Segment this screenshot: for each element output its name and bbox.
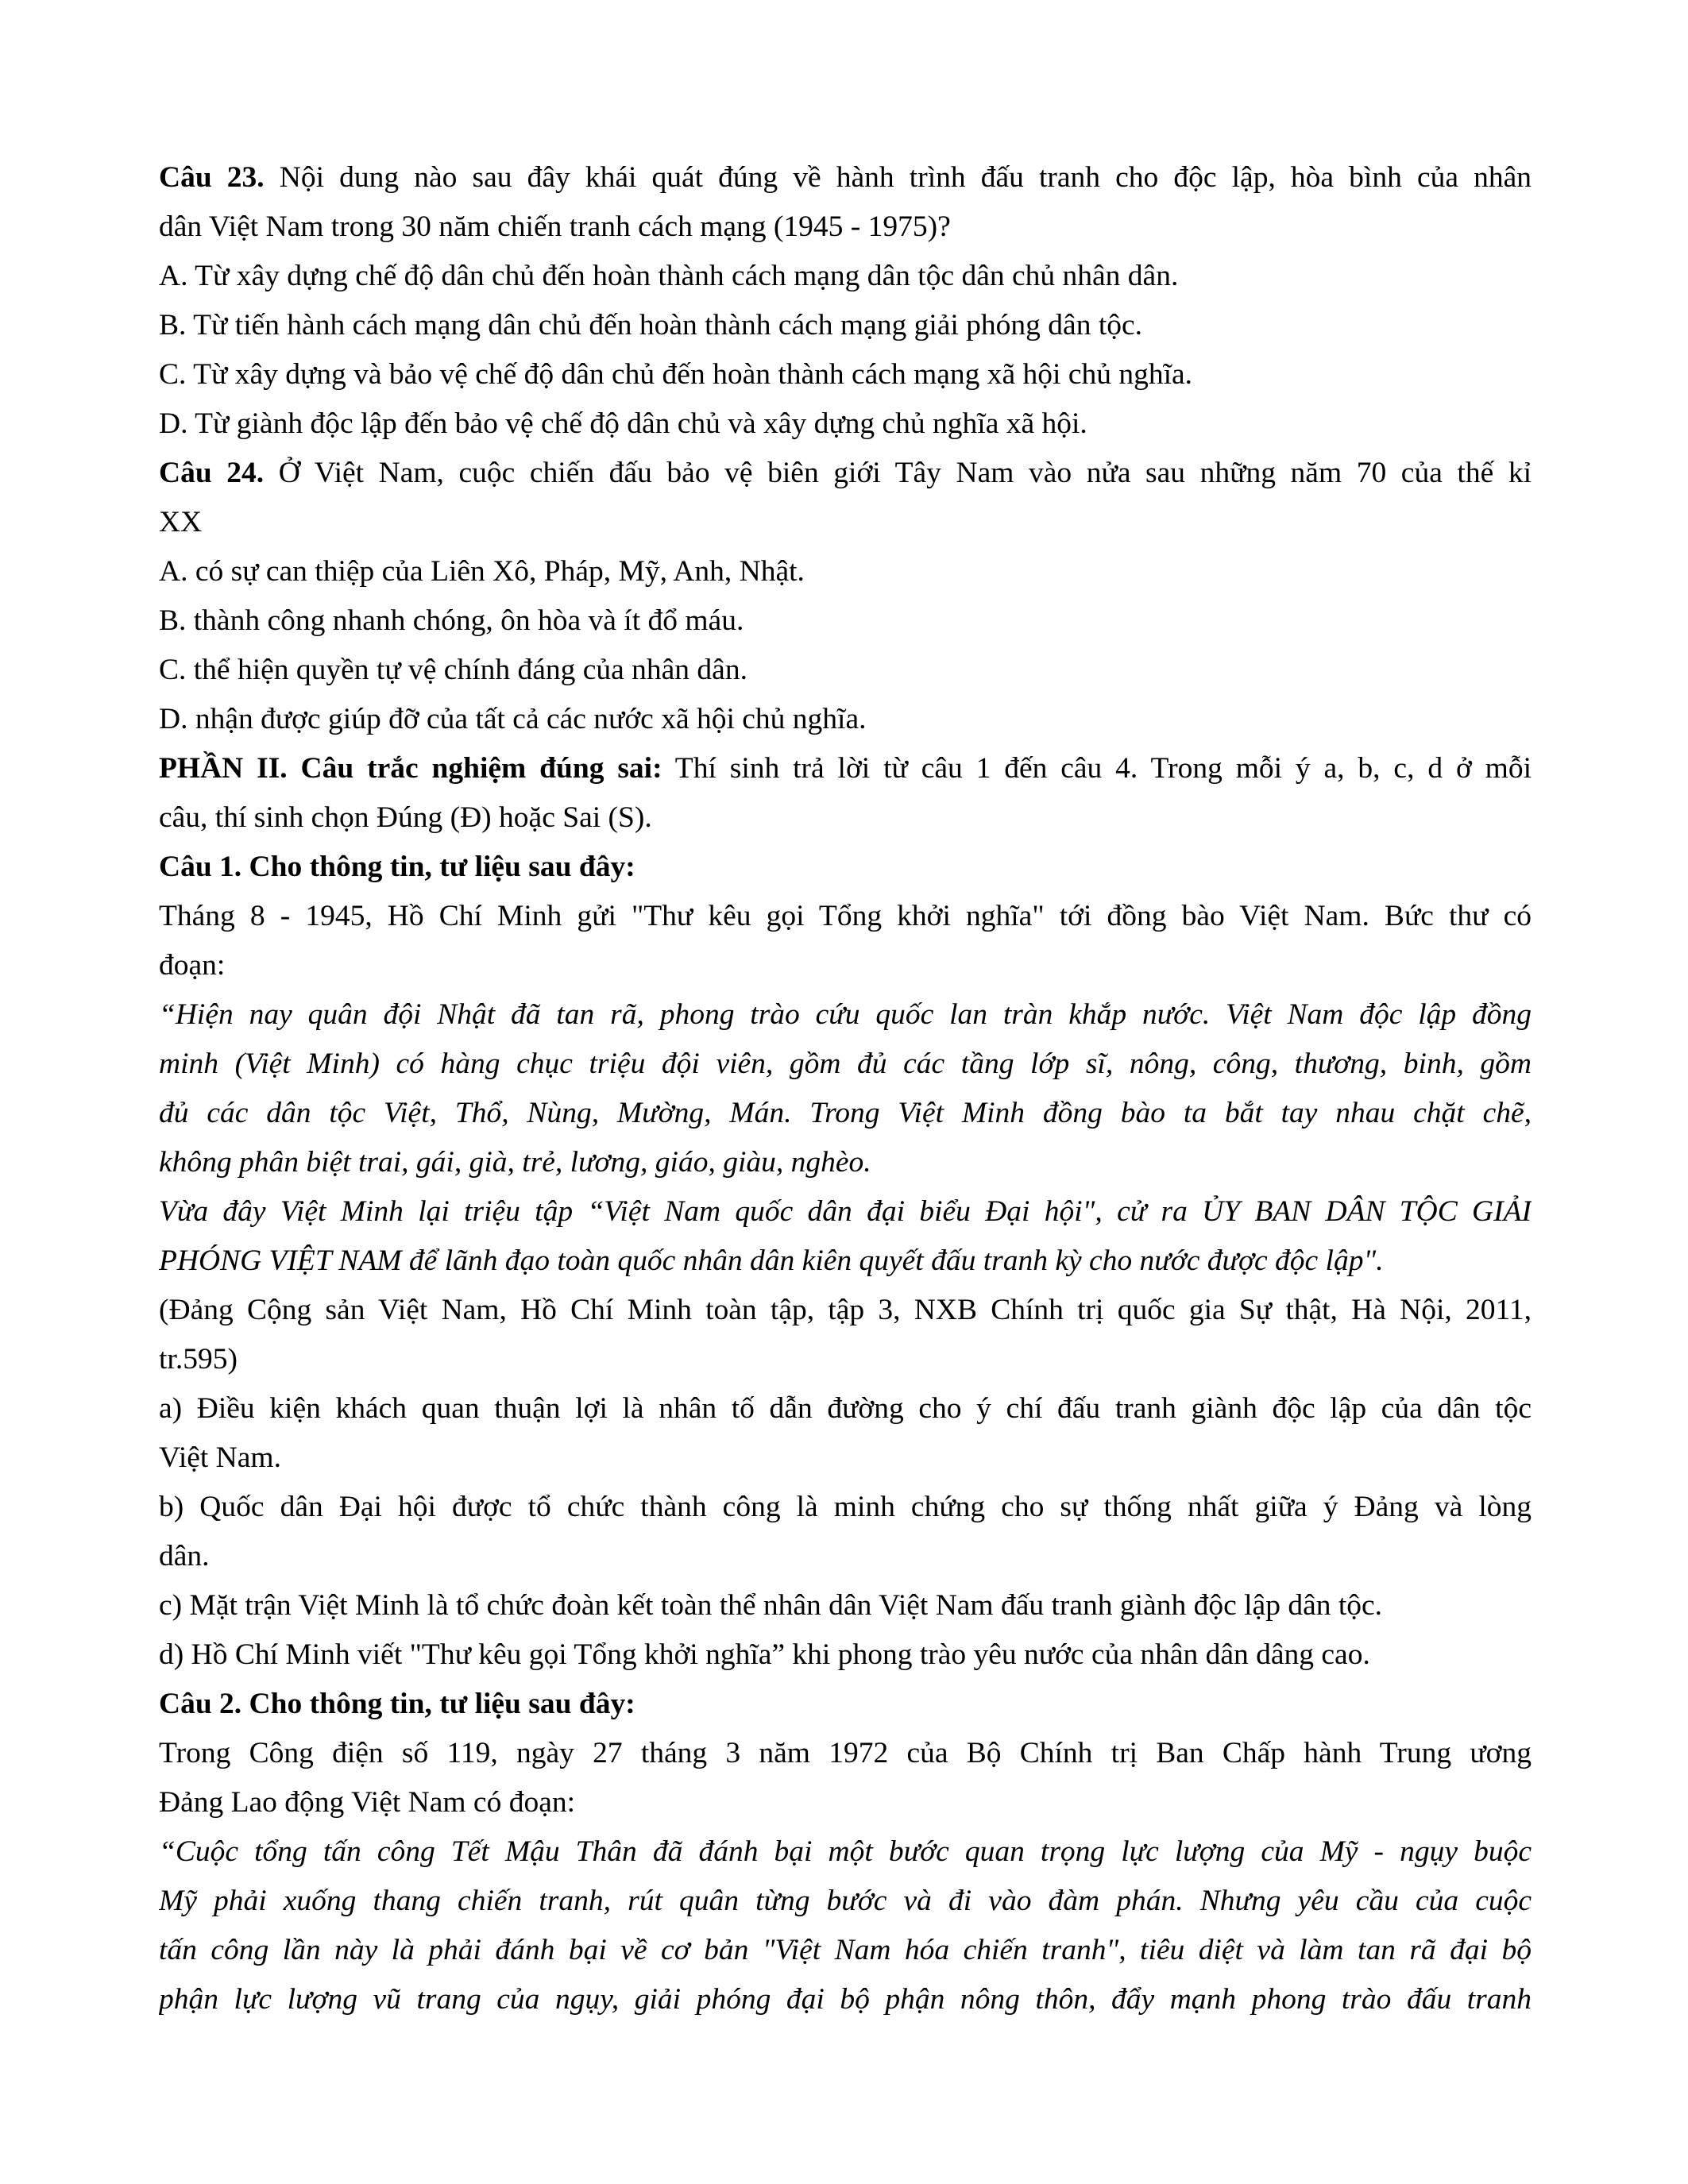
cau-2-intro: Trong Công điện số 119, ngày 27 tháng 3 năm 1972 của Bộ Chính trị Ban Chấp hành Trung ương [159,1737,1532,1769]
question-23-label: Câu 23. [159,161,265,194]
cau-2-title-text: Câu 2. Cho thông tin, tư liệu sau đây: [159,1688,635,1720]
cau-1-intro-cont: đoạn: [159,949,226,982]
statement-a-cont: Việt Nam. [159,1441,281,1474]
cau-1-quote-line: đủ các dân tộc Việt, Thổ, Nùng, Mường, Mán. Trong Việt Minh đồng bào ta bắt tay nhau chặt chẽ, [159,1097,1532,1129]
cau-2-intro-cont: Đảng Lao động Việt Nam có đoạn: [159,1786,576,1819]
cau-2-title [159,1680,1532,1729]
part-2-instructions-cont: câu, thí sinh chọn Đúng (Đ) hoặc Sai (S). [159,801,652,834]
question-text: Ở Việt Nam, cuộc chiến đấu bảo vệ biên giới Tây Nam vào nửa sau những năm 70 của thế kỉ [264,457,1532,489]
cau-1-quote-line: “Hiện nay quân đội Nhật đã tan rã, phong trào cứu quốc lan tràn khắp nước. Việt Nam độc lập đồng [159,998,1532,1031]
option-d: D. Từ giành độc lập đến bảo vệ chế độ dân chủ và xây dựng chủ nghĩa xã hội. [159,407,1087,440]
cau-1-title-text: Câu 1. Cho thông tin, tư liệu sau đây: [159,851,635,883]
question-24-stem-cont: XX [159,506,203,538]
cau-1-quote-line: không phân biệt trai, gái, già, trẻ, lương, giáo, giàu, nghèo. [159,1146,871,1179]
cau-1-quote-line: minh (Việt Minh) có hàng chục triệu đội viên, gồm đủ các tầng lớp sĩ, nông, công, thương, binh, gồm [159,1048,1532,1080]
option-a: A. có sự can thiệp của Liên Xô, Pháp, Mỹ, Anh, Nhật. [159,555,805,588]
question-24-stem [159,449,1532,498]
cau-2-quote-line: Mỹ phải xuống thang chiến tranh, rút quân từng bước và đi vào đàm phán. Nhưng yêu cầu của cuộc [159,1885,1532,1917]
statement-c: c) Mặt trận Việt Minh là tổ chức đoàn kết toàn thể nhân dân Việt Nam đấu tranh giành độc lập dân tộc. [159,1589,1383,1622]
part-2-label: PHẦN II. Câu trắc nghiệm đúng sai: [159,752,662,785]
statement-b-cont: dân. [159,1540,210,1572]
option-c: C. thể hiện quyền tự vệ chính đáng của nhân dân. [159,654,747,686]
cau-1-quote-line: Vừa đây Việt Minh lại triệu tập “Việt Nam quốc dân đại biểu Đại hội", cử ra ỦY BAN DÂN TỘC GIẢI [159,1195,1532,1228]
question-text: Nội dung nào sau đây khái quát đúng về hành trình đấu tranh cho độc lập, hòa bình của nhân [264,161,1532,194]
question-24-label: Câu 24. [159,457,265,489]
cau-1-intro: Tháng 8 - 1945, Hồ Chí Minh gửi "Thư kêu gọi Tổng khởi nghĩa" tới đồng bào Việt Nam. Bức thư có [159,900,1532,932]
question-23-stem [159,153,1532,203]
option-b: B. Từ tiến hành cách mạng dân chủ đến hoàn thành cách mạng giải phóng dân tộc. [159,309,1143,341]
cau-2-quote-line: phận lực lượng vũ trang của ngụy, giải phóng đại bộ phận nông thôn, đẩy mạnh phong trào đấu tranh [159,1983,1532,2016]
cau-1-quote-line: PHÓNG VIỆT NAM để lãnh đạo toàn quốc nhân dân kiên quyết đấu tranh kỳ cho nước được độc lập". [159,1244,1384,1277]
cau-2-quote-line: tấn công lần này là phải đánh bại về cơ bản "Việt Nam hóa chiến tranh", tiêu diệt và làm tan rã đại bộ [159,1934,1532,1966]
part-2-heading [159,744,1532,793]
option-a: A. Từ xây dựng chế độ dân chủ đến hoàn thành cách mạng dân tộc dân chủ nhân dân. [159,260,1179,292]
statement-a: a) Điều kiện khách quan thuận lợi là nhân tố dẫn đường cho ý chí đấu tranh giành độc lập của dân tộc [159,1392,1532,1425]
option-c: C. Từ xây dựng và bảo vệ chế độ dân chủ đến hoàn thành cách mạng xã hội chủ nghĩa. [159,358,1193,391]
cau-1-source-cont: tr.595) [159,1343,238,1376]
part-2-instructions: Thí sinh trả lời từ câu 1 đến câu 4. Trong mỗi ý a, b, c, d ở mỗi [662,752,1532,785]
question-23-stem-cont: dân Việt Nam trong 30 năm chiến tranh cách mạng (1945 - 1975)? [159,210,951,243]
statement-d: d) Hồ Chí Minh viết "Thư kêu gọi Tổng khởi nghĩa” khi phong trào yêu nước của nhân dân dâng cao. [159,1638,1370,1671]
option-b: B. thành công nhanh chóng, ôn hòa và ít đổ máu. [159,604,744,637]
cau-1-source: (Đảng Cộng sản Việt Nam, Hồ Chí Minh toàn tập, tập 3, NXB Chính trị quốc gia Sự thật, Hà Nội, 2011, [159,1294,1532,1326]
statement-b: b) Quốc dân Đại hội được tổ chức thành công là minh chứng cho sự thống nhất giữa ý Đảng và lòng [159,1491,1532,1523]
cau-1-title [159,843,1532,892]
option-d: D. nhận được giúp đỡ của tất cả các nước xã hội chủ nghĩa. [159,703,867,735]
cau-2-quote-line: “Cuộc tổng tấn công Tết Mậu Thân đã đánh bại một bước quan trọng lực lượng của Mỹ - ngụy buộc [159,1835,1532,1868]
document-page [159,153,1532,2024]
